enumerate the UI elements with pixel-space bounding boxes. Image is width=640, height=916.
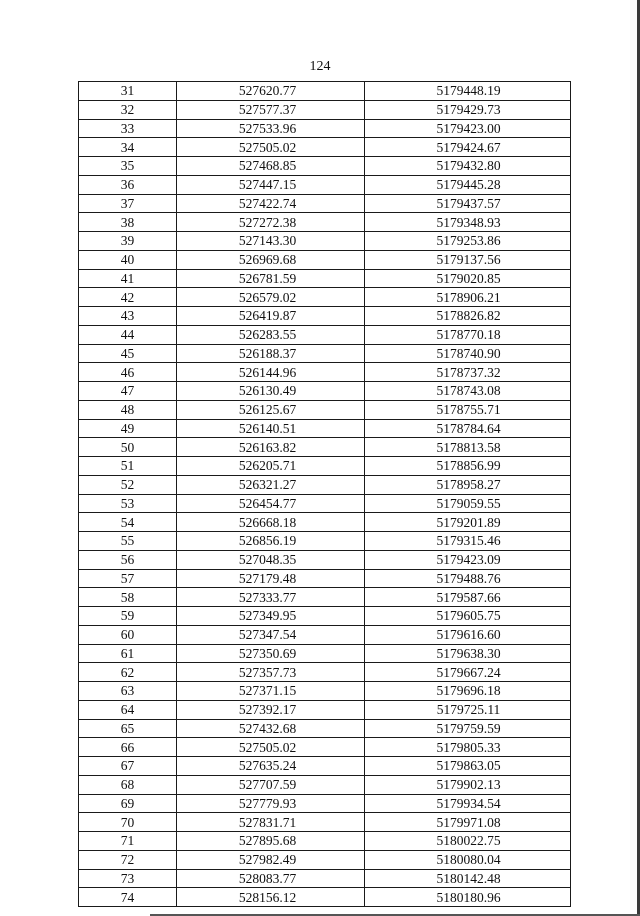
x-coordinate-cell: 527179.48 [177,569,365,588]
y-coordinate-cell: 5178856.99 [365,457,571,476]
y-coordinate-cell: 5179253.86 [365,232,571,251]
point-number-cell: 73 [79,869,177,888]
point-number-cell: 70 [79,813,177,832]
y-coordinate-cell: 5179616.60 [365,625,571,644]
point-number-cell: 35 [79,157,177,176]
y-coordinate-cell: 5179587.66 [365,588,571,607]
x-coordinate-cell: 527048.35 [177,550,365,569]
table-row [79,625,571,644]
table-row [79,100,571,119]
point-number-cell: 69 [79,794,177,813]
y-coordinate-cell: 5178813.58 [365,438,571,457]
table-row [79,157,571,176]
y-coordinate-cell: 5179423.00 [365,119,571,138]
x-coordinate-cell: 526125.67 [177,400,365,419]
x-coordinate-cell: 526163.82 [177,438,365,457]
y-coordinate-cell: 5179445.28 [365,175,571,194]
point-number-cell: 38 [79,213,177,232]
table-row [79,288,571,307]
y-coordinate-cell: 5179725.11 [365,700,571,719]
table-row [79,757,571,776]
y-coordinate-cell: 5178743.08 [365,382,571,401]
x-coordinate-cell: 526454.77 [177,494,365,513]
table-row [79,194,571,213]
x-coordinate-cell: 526130.49 [177,382,365,401]
table-row [79,532,571,551]
coordinates-table [78,81,571,907]
x-coordinate-cell: 527831.71 [177,813,365,832]
x-coordinate-cell: 527982.49 [177,850,365,869]
table-row [79,869,571,888]
y-coordinate-cell: 5179667.24 [365,663,571,682]
y-coordinate-cell: 5179437.57 [365,194,571,213]
coordinates-table-body [79,82,571,907]
table-row [79,119,571,138]
x-coordinate-cell: 527505.02 [177,138,365,157]
y-coordinate-cell: 5179137.56 [365,250,571,269]
y-coordinate-cell: 5178906.21 [365,288,571,307]
x-coordinate-cell: 527533.96 [177,119,365,138]
x-coordinate-cell: 526969.68 [177,250,365,269]
table-row [79,700,571,719]
x-coordinate-cell: 527620.77 [177,82,365,101]
point-number-cell: 44 [79,325,177,344]
table-row [79,607,571,626]
point-number-cell: 58 [79,588,177,607]
table-row [79,832,571,851]
x-coordinate-cell: 527779.93 [177,794,365,813]
y-coordinate-cell: 5178826.82 [365,307,571,326]
point-number-cell: 33 [79,119,177,138]
x-coordinate-cell: 527350.69 [177,644,365,663]
point-number-cell: 66 [79,738,177,757]
table-row [79,250,571,269]
y-coordinate-cell: 5178770.18 [365,325,571,344]
x-coordinate-cell: 527143.30 [177,232,365,251]
point-number-cell: 42 [79,288,177,307]
table-row [79,419,571,438]
table-row [79,175,571,194]
point-number-cell: 40 [79,250,177,269]
x-coordinate-cell: 528083.77 [177,869,365,888]
x-coordinate-cell: 527357.73 [177,663,365,682]
x-coordinate-cell: 527468.85 [177,157,365,176]
table-row [79,775,571,794]
point-number-cell: 68 [79,775,177,794]
table-row [79,325,571,344]
x-coordinate-cell: 527635.24 [177,757,365,776]
point-number-cell: 52 [79,475,177,494]
x-coordinate-cell: 526188.37 [177,344,365,363]
table-row [79,850,571,869]
table-row [79,438,571,457]
point-number-cell: 45 [79,344,177,363]
y-coordinate-cell: 5179805.33 [365,738,571,757]
table-row [79,663,571,682]
y-coordinate-cell: 5180080.04 [365,850,571,869]
point-number-cell: 56 [79,550,177,569]
x-coordinate-cell: 526140.51 [177,419,365,438]
y-coordinate-cell: 5179448.19 [365,82,571,101]
y-coordinate-cell: 5178740.90 [365,344,571,363]
y-coordinate-cell: 5178737.32 [365,363,571,382]
point-number-cell: 74 [79,888,177,907]
point-number-cell: 31 [79,82,177,101]
point-number-cell: 32 [79,100,177,119]
point-number-cell: 53 [79,494,177,513]
x-coordinate-cell: 526283.55 [177,325,365,344]
table-row [79,588,571,607]
x-coordinate-cell: 527371.15 [177,682,365,701]
y-coordinate-cell: 5178784.64 [365,419,571,438]
y-coordinate-cell: 5179315.46 [365,532,571,551]
y-coordinate-cell: 5179423.09 [365,550,571,569]
y-coordinate-cell: 5179696.18 [365,682,571,701]
table-row [79,513,571,532]
table-row [79,232,571,251]
table-row [79,457,571,476]
table-row [79,344,571,363]
x-coordinate-cell: 527392.17 [177,700,365,719]
y-coordinate-cell: 5179424.67 [365,138,571,157]
y-coordinate-cell: 5179348.93 [365,213,571,232]
table-row [79,307,571,326]
x-coordinate-cell: 527447.15 [177,175,365,194]
y-coordinate-cell: 5179429.73 [365,100,571,119]
point-number-cell: 65 [79,719,177,738]
point-number-cell: 34 [79,138,177,157]
point-number-cell: 62 [79,663,177,682]
table-row [79,494,571,513]
x-coordinate-cell: 527272.38 [177,213,365,232]
y-coordinate-cell: 5178958.27 [365,475,571,494]
x-coordinate-cell: 526781.59 [177,269,365,288]
table-row [79,269,571,288]
point-number-cell: 60 [79,625,177,644]
table-row [79,475,571,494]
y-coordinate-cell: 5179488.76 [365,569,571,588]
x-coordinate-cell: 526668.18 [177,513,365,532]
x-coordinate-cell: 528156.12 [177,888,365,907]
y-coordinate-cell: 5179902.13 [365,775,571,794]
point-number-cell: 37 [79,194,177,213]
x-coordinate-cell: 527577.37 [177,100,365,119]
table-row [79,382,571,401]
x-coordinate-cell: 527333.77 [177,588,365,607]
page-number: 124 [309,59,331,74]
point-number-cell: 57 [79,569,177,588]
point-number-cell: 51 [79,457,177,476]
y-coordinate-cell: 5179759.59 [365,719,571,738]
table-row [79,644,571,663]
table-row [79,682,571,701]
y-coordinate-cell: 5179638.30 [365,644,571,663]
point-number-cell: 46 [79,363,177,382]
table-row [79,138,571,157]
point-number-cell: 49 [79,419,177,438]
y-coordinate-cell: 5180022.75 [365,832,571,851]
y-coordinate-cell: 5178755.71 [365,400,571,419]
table-row [79,813,571,832]
point-number-cell: 36 [79,175,177,194]
table-row [79,738,571,757]
table-row [79,888,571,907]
table-row [79,794,571,813]
point-number-cell: 39 [79,232,177,251]
x-coordinate-cell: 527347.54 [177,625,365,644]
x-coordinate-cell: 526321.27 [177,475,365,494]
point-number-cell: 64 [79,700,177,719]
x-coordinate-cell: 526856.19 [177,532,365,551]
y-coordinate-cell: 5180142.48 [365,869,571,888]
point-number-cell: 41 [79,269,177,288]
x-coordinate-cell: 527707.59 [177,775,365,794]
point-number-cell: 48 [79,400,177,419]
point-number-cell: 67 [79,757,177,776]
y-coordinate-cell: 5179934.54 [365,794,571,813]
y-coordinate-cell: 5179020.85 [365,269,571,288]
y-coordinate-cell: 5179863.05 [365,757,571,776]
point-number-cell: 72 [79,850,177,869]
point-number-cell: 59 [79,607,177,626]
x-coordinate-cell: 526144.96 [177,363,365,382]
y-coordinate-cell: 5179605.75 [365,607,571,626]
point-number-cell: 55 [79,532,177,551]
y-coordinate-cell: 5179059.55 [365,494,571,513]
y-coordinate-cell: 5180180.96 [365,888,571,907]
point-number-cell: 50 [79,438,177,457]
x-coordinate-cell: 526205.71 [177,457,365,476]
table-row [79,363,571,382]
table-row [79,400,571,419]
table-row [79,550,571,569]
x-coordinate-cell: 527505.02 [177,738,365,757]
x-coordinate-cell: 527432.68 [177,719,365,738]
point-number-cell: 71 [79,832,177,851]
point-number-cell: 43 [79,307,177,326]
point-number-cell: 54 [79,513,177,532]
y-coordinate-cell: 5179432.80 [365,157,571,176]
point-number-cell: 63 [79,682,177,701]
x-coordinate-cell: 527349.95 [177,607,365,626]
table-row [79,569,571,588]
y-coordinate-cell: 5179971.08 [365,813,571,832]
table-row [79,82,571,101]
x-coordinate-cell: 526579.02 [177,288,365,307]
y-coordinate-cell: 5179201.89 [365,513,571,532]
x-coordinate-cell: 527895.68 [177,832,365,851]
point-number-cell: 61 [79,644,177,663]
x-coordinate-cell: 526419.87 [177,307,365,326]
point-number-cell: 47 [79,382,177,401]
x-coordinate-cell: 527422.74 [177,194,365,213]
table-row [79,719,571,738]
table-row [79,213,571,232]
